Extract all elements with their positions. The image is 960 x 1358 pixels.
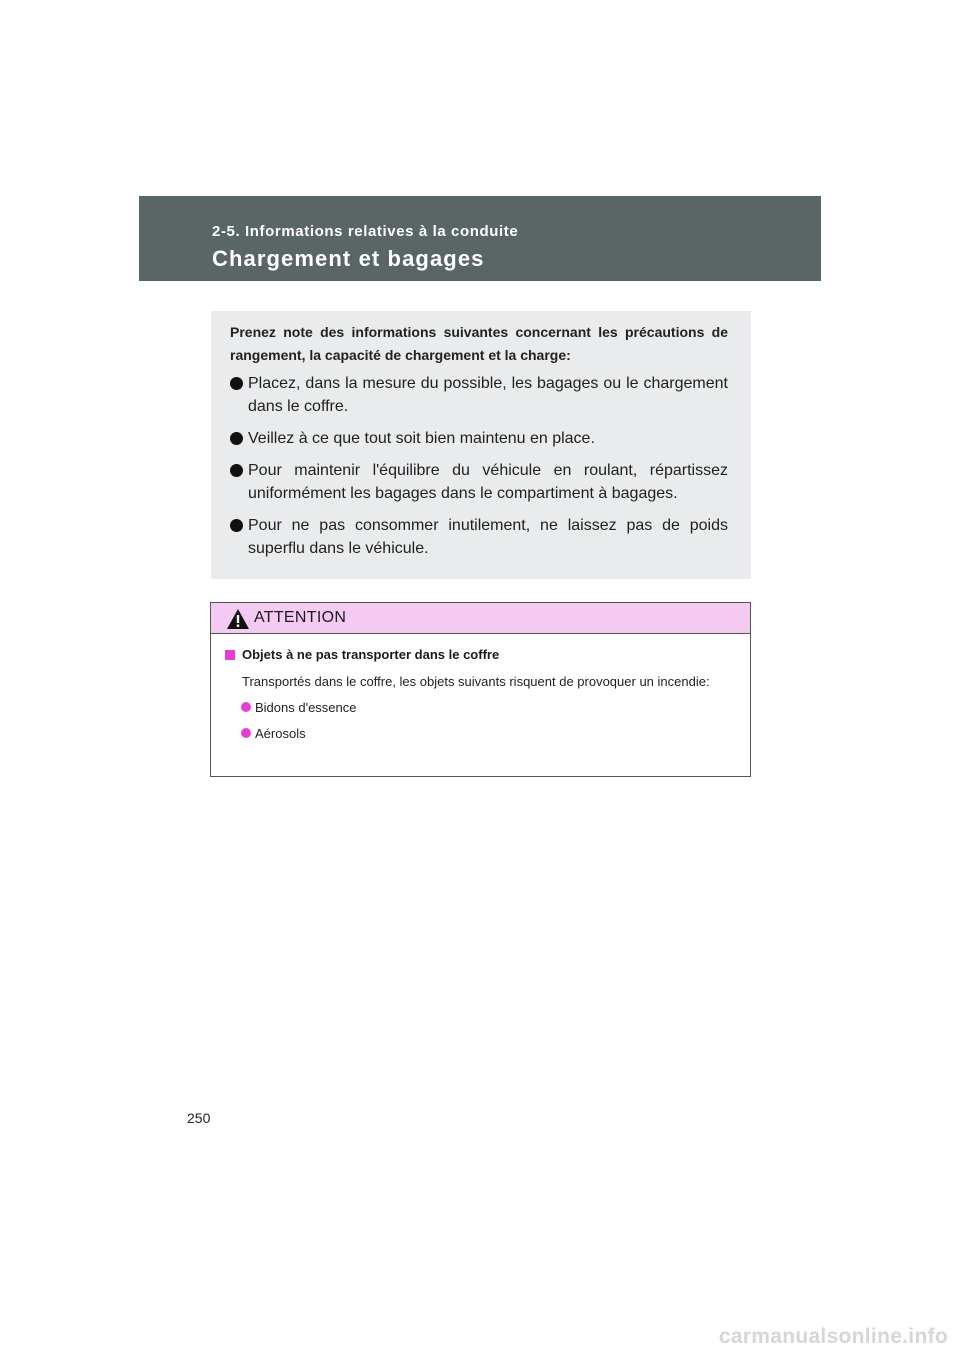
bullet-dot-icon [230, 377, 243, 390]
info-bullet-item [230, 514, 728, 560]
section-header-band [139, 196, 821, 281]
warning-triangle-icon [226, 608, 250, 630]
info-bullet-item [230, 372, 728, 418]
info-bullet-item [230, 427, 728, 450]
info-intro: Prenez note des informations suivantes concernant les précautions de rangement, la capacité de chargement et la charge: [230, 324, 728, 363]
page-title: Chargement et bagages [212, 246, 485, 271]
bullet-dot-icon [230, 432, 243, 445]
warning-list-item [224, 698, 743, 717]
warning-subheading [224, 646, 743, 664]
info-bullet-item [230, 459, 728, 505]
info-bullet-text: Pour ne pas consommer inutilement, ne laissez pas de poids superflu dans le véhicule. [248, 517, 728, 557]
warning-subheading-text: Objets à ne pas transporter dans le coffre [242, 647, 500, 662]
warning-title: ATTENTION [254, 609, 347, 626]
watermark: carmanualsonline.info [718, 1325, 948, 1348]
section-label: 2-5. Informations relatives à la conduite [212, 223, 519, 240]
bullet-dot-icon [230, 519, 243, 532]
square-bullet-icon [225, 650, 235, 660]
warning-list-text: Bidons d'essence [255, 700, 357, 715]
warning-box [210, 602, 751, 777]
warning-list-text: Aérosols [255, 726, 306, 741]
bullet-dot-icon [230, 464, 243, 477]
info-box [211, 311, 751, 579]
warning-list-item [224, 724, 743, 743]
info-bullet-text: Placez, dans la mesure du possible, les bagages ou le chargement dans le coffre. [248, 375, 728, 415]
info-bullet-text: Veillez à ce que tout soit bien maintenu en place. [248, 430, 595, 447]
warning-header [211, 603, 750, 634]
info-bullet-text: Pour maintenir l'équilibre du véhicule en roulant, répartissez uniformément les bagages dans le compartiment à bagages. [248, 462, 728, 502]
warning-text: Transportés dans le coffre, les objets suivants risquent de provoquer un incendie: [242, 674, 710, 689]
warning-body [211, 634, 750, 743]
bullet-dot-icon [241, 728, 251, 738]
bullet-dot-icon [241, 702, 251, 712]
page-number: 250 [187, 1110, 211, 1126]
